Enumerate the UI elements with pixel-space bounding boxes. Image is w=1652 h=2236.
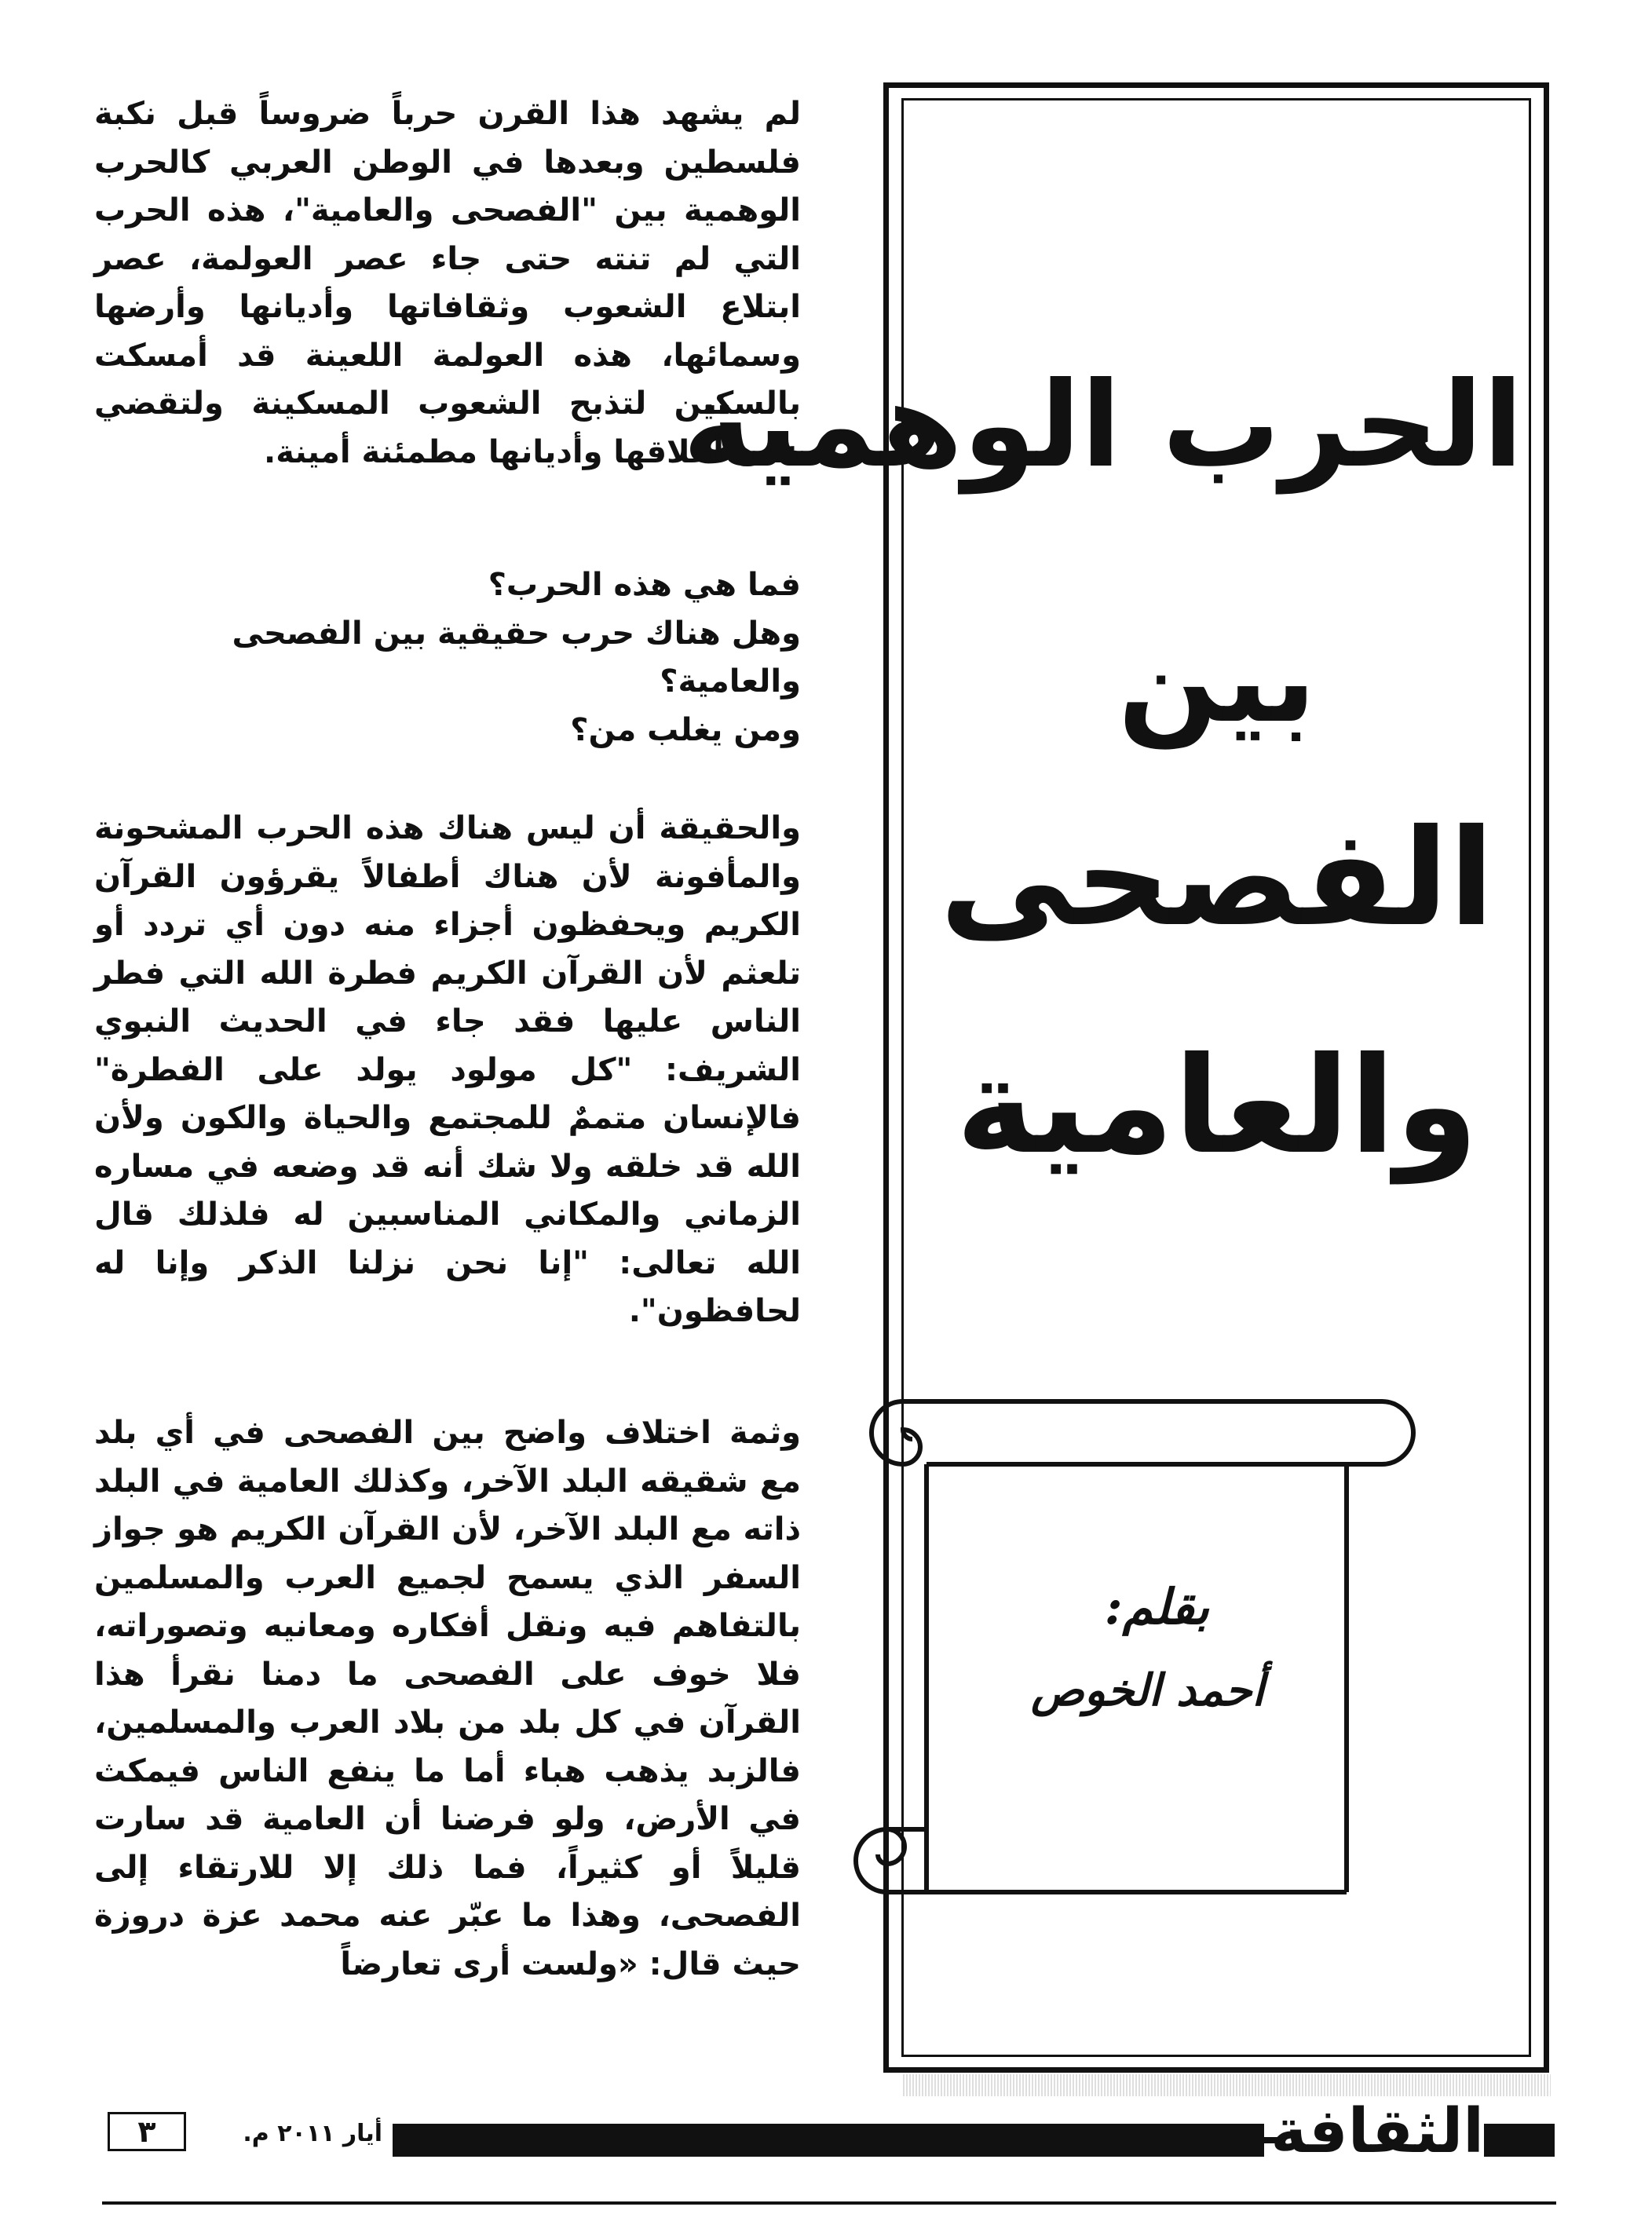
scroll-graphic xyxy=(824,1382,1437,1931)
issue-date: أيار ٢٠١١ م. xyxy=(243,2120,382,2147)
title-line-2: بين xyxy=(1117,612,1317,749)
footer-bar xyxy=(393,2124,1264,2157)
byline-label: بقلم: xyxy=(1104,1578,1209,1635)
magazine-logo: الثقافة xyxy=(1270,2096,1484,2167)
article-paragraph-1: لم يشهد هذا القرن حرباً ضروساً قبل نكبة فلسطين وبعدها في الوطن العربي كالحرب الوهمية بين "الفصحى والعامية"، هذه الحرب التي لم تنته حتى جاء عصر العولمة، عصر ابتلاع الشعوب وثقافاتها وأديانها وأرضها وسمائها، هذه العولمة اللعينة قد أمسكت بالسكين لتذبح الشعوب المسكينة ولتقضي على أخلاقها وأديانها مطمئنة أمينة. xyxy=(94,96,801,470)
byline-author: أحمد الخوص xyxy=(1031,1664,1264,1716)
question-2: وهل هناك حرب حقيقية بين الفصحى والعامية؟ xyxy=(232,615,801,700)
article-paragraph-3: والحقيقة أن ليس هناك هذه الحرب المشحونة والمأفونة لأن هناك أطفالاً يقرؤون القرآن الكريم ويحفظون أجزاء منه دون أي تردد أو تلعثم لأن القرآن الكريم فطرة الله التي فطر الناس عليها فقد جاء في الحديث النبوي الشريف: "كل مولود يولد على الفطرة" فالإنسان متممٌ للمجتمع والحياة والكون ولأن الله قد خلقه ولا شك أنه قد وضعه في مساره الزماني والمكاني المناسبين له فلذلك قال الله تعالى: "إنا نحن نزلنا الذكر وإنا له لحافظون". xyxy=(94,810,801,1329)
question-1: فما هي هذه الحرب؟ xyxy=(488,567,801,603)
footer-rule xyxy=(102,2201,1556,2205)
page-number: ٣ xyxy=(108,2112,186,2151)
title-line-3: الفصحى xyxy=(939,801,1495,956)
title-line-1: الحرب الوهمية xyxy=(682,357,1523,494)
footer-bar-end xyxy=(1484,2124,1555,2157)
article-paragraph-4: وثمة اختلاف واضح بين الفصحى في أي بلد مع شقيقه البلد الآخر، وكذلك العامية في البلد ذاته مع البلد الآخر، لأن القرآن الكريم هو جواز السفر الذي يسمح لجميع العرب والمسلمين بالتفاهم فيه ونقل أفكاره ومعانيه وتصوراته، فلا خوف على الفصحى ما دمنا نقرأ هذا القرآن في كل بلد من بلاد العرب والمسلمين، فالزبد يذهب هباء أما ما ينفع الناس فيمكث في الأرض، ولو فرضنا أن العامية قد سارت قليلاً أو كثيراً، فما ذلك إلا للارتقاء إلى الفصحى، وهذا ما عبّر عنه محمد عزة دروزة حيث قال: «ولست أرى تعارضاً xyxy=(94,1415,801,1982)
question-3: ومن يغلب من؟ xyxy=(570,711,801,748)
frame-shadow xyxy=(903,2074,1551,2096)
article-questions xyxy=(94,561,801,754)
title-line-4: والعامية xyxy=(956,1028,1478,1184)
